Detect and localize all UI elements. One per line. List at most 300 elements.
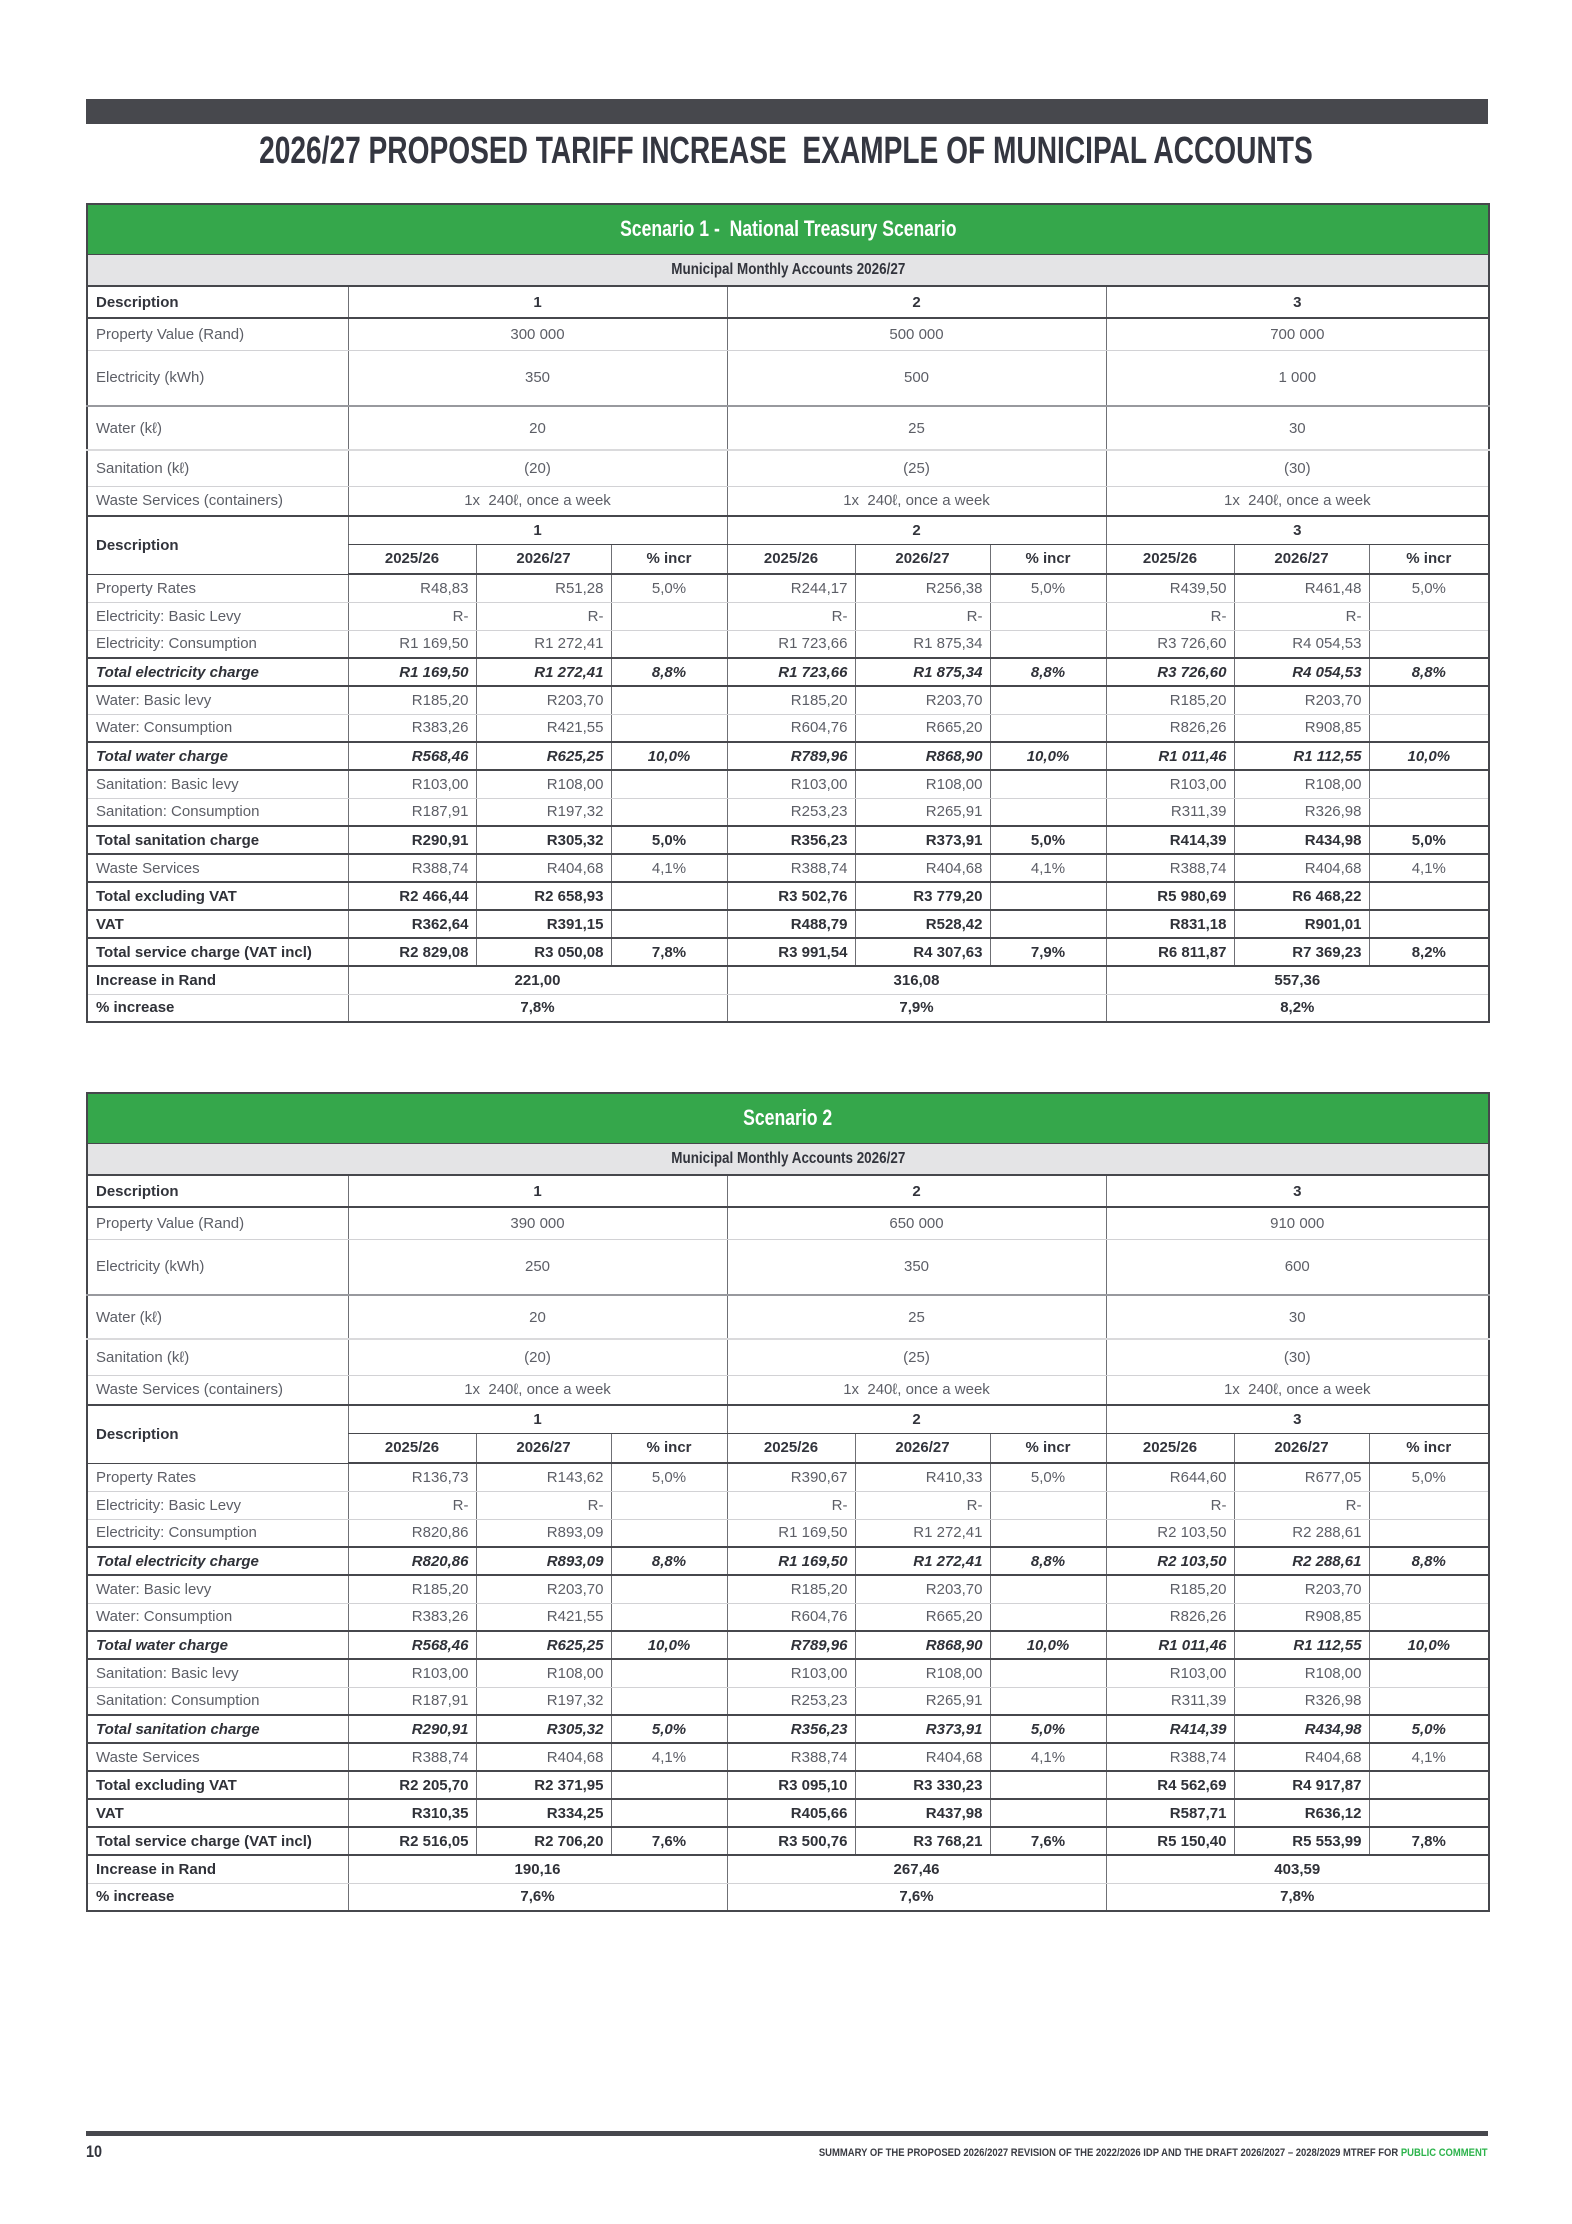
info-row-label: Waste Services (containers) xyxy=(87,1375,348,1405)
amount-cell: R2 371,95 xyxy=(476,1771,611,1799)
amount-cell: R1 723,66 xyxy=(727,630,855,658)
row-label: Total excluding VAT xyxy=(87,1771,348,1799)
amount-cell: R388,74 xyxy=(727,1743,855,1771)
info-header-col-1: 1 xyxy=(348,286,727,318)
row-label: Total sanitation charge xyxy=(87,1715,348,1743)
amount-cell: R421,55 xyxy=(476,714,611,742)
pct-incr-cell xyxy=(990,1603,1106,1631)
amount-cell: R391,15 xyxy=(476,910,611,938)
year-header-col: % incr xyxy=(611,1433,727,1463)
row-label: Water: Consumption xyxy=(87,714,348,742)
year-header-group-1: 1 xyxy=(348,516,727,544)
table-row xyxy=(87,938,1489,966)
pct-incr-cell: 5,0% xyxy=(1369,574,1489,602)
pct-incr-cell xyxy=(1369,882,1489,910)
pct-incr-cell xyxy=(1369,910,1489,938)
pct-incr-cell xyxy=(990,1491,1106,1519)
summary-value: 557,36 xyxy=(1106,966,1489,994)
top-divider-bar xyxy=(86,99,1488,124)
amount-cell: R2 205,70 xyxy=(348,1771,476,1799)
amount-cell: R2 288,61 xyxy=(1234,1547,1369,1575)
amount-cell: R- xyxy=(1106,602,1234,630)
footer xyxy=(288,2147,1488,2159)
summary-value: 7,8% xyxy=(1106,1883,1489,1911)
info-row-label: Sanitation (kℓ) xyxy=(87,450,348,486)
pct-incr-cell: 7,9% xyxy=(990,938,1106,966)
amount-cell: R604,76 xyxy=(727,1603,855,1631)
pct-incr-cell: 7,6% xyxy=(990,1827,1106,1855)
amount-cell: R4 054,53 xyxy=(1234,630,1369,658)
pct-incr-cell xyxy=(611,630,727,658)
table-row xyxy=(87,1575,1489,1603)
pct-incr-cell xyxy=(990,1575,1106,1603)
amount-cell: R326,98 xyxy=(1234,1687,1369,1715)
summary-value: 221,00 xyxy=(348,966,727,994)
table-row xyxy=(87,630,1489,658)
pct-incr-cell: 5,0% xyxy=(611,574,727,602)
year-header-col: % incr xyxy=(990,544,1106,574)
footer-summary-text: SUMMARY OF THE PROPOSED 2026/2027 REVISION OF THE 2022/2026 IDP AND THE DRAFT 2026/2027 – 2028/2029 MTREF FOR xyxy=(819,2147,1402,2159)
amount-cell: R305,32 xyxy=(476,1715,611,1743)
year-header-col: 2025/26 xyxy=(348,544,476,574)
amount-cell: R1 272,41 xyxy=(476,630,611,658)
pct-incr-cell: 10,0% xyxy=(990,1631,1106,1659)
year-header-label: Description xyxy=(87,516,348,574)
amount-cell: R3 726,60 xyxy=(1106,630,1234,658)
amount-cell: R383,26 xyxy=(348,714,476,742)
amount-cell: R461,48 xyxy=(1234,574,1369,602)
amount-cell: R2 658,93 xyxy=(476,882,611,910)
amount-cell: R373,91 xyxy=(855,1715,990,1743)
info-row-label: Electricity (kWh) xyxy=(87,1239,348,1295)
table-row xyxy=(87,1827,1489,1855)
pct-incr-cell: 10,0% xyxy=(1369,1631,1489,1659)
amount-cell: R893,09 xyxy=(476,1519,611,1547)
amount-cell: R831,18 xyxy=(1106,910,1234,938)
info-row-label: Property Value (Rand) xyxy=(87,1207,348,1239)
info-row-value: (20) xyxy=(348,1339,727,1375)
amount-cell: R2 516,05 xyxy=(348,1827,476,1855)
info-row-label: Water (kℓ) xyxy=(87,1295,348,1339)
amount-cell: R625,25 xyxy=(476,1631,611,1659)
info-row-value: (25) xyxy=(727,450,1106,486)
pct-incr-cell xyxy=(1369,714,1489,742)
amount-cell: R108,00 xyxy=(476,1659,611,1687)
amount-cell: R253,23 xyxy=(727,1687,855,1715)
year-header-col: 2025/26 xyxy=(1106,1433,1234,1463)
info-row-value: 1x 240ℓ, once a week xyxy=(1106,486,1489,516)
info-row-value: 650 000 xyxy=(727,1207,1106,1239)
info-header-col-1: 1 xyxy=(348,1175,727,1207)
info-row-value: 910 000 xyxy=(1106,1207,1489,1239)
info-row-value: 30 xyxy=(1106,406,1489,450)
amount-cell: R388,74 xyxy=(1106,854,1234,882)
amount-cell: R2 103,50 xyxy=(1106,1519,1234,1547)
pct-incr-cell xyxy=(990,714,1106,742)
info-row-value: 300 000 xyxy=(348,318,727,350)
amount-cell: R- xyxy=(1234,602,1369,630)
amount-cell: R- xyxy=(1234,1491,1369,1519)
pct-incr-cell: 8,8% xyxy=(990,1547,1106,1575)
info-row-value: (30) xyxy=(1106,450,1489,486)
amount-cell: R1 723,66 xyxy=(727,658,855,686)
amount-cell: R820,86 xyxy=(348,1519,476,1547)
table-row xyxy=(87,1491,1489,1519)
pct-incr-cell: 8,8% xyxy=(1369,658,1489,686)
amount-cell: R636,12 xyxy=(1234,1799,1369,1827)
table-row xyxy=(87,1799,1489,1827)
pct-incr-cell: 5,0% xyxy=(990,826,1106,854)
amount-cell: R108,00 xyxy=(476,770,611,798)
scenario-title-cell xyxy=(87,1093,1489,1143)
pct-incr-cell xyxy=(611,714,727,742)
row-label: Total service charge (VAT incl) xyxy=(87,938,348,966)
pct-incr-cell xyxy=(1369,1687,1489,1715)
pct-incr-cell: 10,0% xyxy=(1369,742,1489,770)
amount-cell: R568,46 xyxy=(348,1631,476,1659)
pct-incr-cell: 5,0% xyxy=(611,826,727,854)
amount-cell: R5 980,69 xyxy=(1106,882,1234,910)
pct-incr-cell xyxy=(611,882,727,910)
amount-cell: R414,39 xyxy=(1106,826,1234,854)
amount-cell: R1 272,41 xyxy=(855,1547,990,1575)
amount-cell: R108,00 xyxy=(855,770,990,798)
pct-incr-cell: 4,1% xyxy=(611,1743,727,1771)
scenario-title: Scenario 1 - National Treasury Scenario xyxy=(619,216,957,242)
scenario-subtitle-cell xyxy=(87,254,1489,286)
amount-cell: R103,00 xyxy=(1106,1659,1234,1687)
pct-incr-cell xyxy=(1369,1799,1489,1827)
amount-cell: R185,20 xyxy=(348,686,476,714)
info-row-label: Waste Services (containers) xyxy=(87,486,348,516)
table-row xyxy=(87,1659,1489,1687)
pct-incr-cell xyxy=(611,1771,727,1799)
pct-incr-cell xyxy=(611,686,727,714)
table-row xyxy=(87,1463,1489,1491)
info-row-value: 700 000 xyxy=(1106,318,1489,350)
amount-cell: R197,32 xyxy=(476,798,611,826)
scenario-1-table xyxy=(86,203,1488,1023)
amount-cell: R4 917,87 xyxy=(1234,1771,1369,1799)
amount-cell: R- xyxy=(1106,1491,1234,1519)
amount-cell: R644,60 xyxy=(1106,1463,1234,1491)
pct-incr-cell: 10,0% xyxy=(611,1631,727,1659)
amount-cell: R108,00 xyxy=(1234,1659,1369,1687)
amount-cell: R187,91 xyxy=(348,1687,476,1715)
pct-incr-cell xyxy=(990,1771,1106,1799)
amount-cell: R- xyxy=(727,1491,855,1519)
row-label: Electricity: Consumption xyxy=(87,630,348,658)
pct-incr-cell xyxy=(990,686,1106,714)
summary-label: Increase in Rand xyxy=(87,966,348,994)
year-header-col: 2026/27 xyxy=(476,544,611,574)
year-header-col: 2025/26 xyxy=(727,1433,855,1463)
table-row xyxy=(87,1715,1489,1743)
table-row xyxy=(87,770,1489,798)
amount-cell: R- xyxy=(476,1491,611,1519)
year-header-col: 2025/26 xyxy=(727,544,855,574)
amount-cell: R334,25 xyxy=(476,1799,611,1827)
amount-cell: R305,32 xyxy=(476,826,611,854)
pct-incr-cell: 8,8% xyxy=(1369,1547,1489,1575)
pct-incr-cell: 4,1% xyxy=(1369,1743,1489,1771)
info-row-label: Water (kℓ) xyxy=(87,406,348,450)
pct-incr-cell: 4,1% xyxy=(990,1743,1106,1771)
amount-cell: R185,20 xyxy=(348,1575,476,1603)
summary-value: 7,6% xyxy=(348,1883,727,1911)
page-title xyxy=(0,130,1572,173)
pct-incr-cell xyxy=(1369,1575,1489,1603)
amount-cell: R789,96 xyxy=(727,1631,855,1659)
row-label: Total electricity charge xyxy=(87,1547,348,1575)
amount-cell: R203,70 xyxy=(476,686,611,714)
amount-cell: R826,26 xyxy=(1106,1603,1234,1631)
amount-cell: R3 095,10 xyxy=(727,1771,855,1799)
pct-incr-cell: 8,8% xyxy=(990,658,1106,686)
pct-incr-cell: 5,0% xyxy=(1369,1715,1489,1743)
pct-incr-cell: 5,0% xyxy=(1369,1463,1489,1491)
amount-cell: R893,09 xyxy=(476,1547,611,1575)
amount-cell: R136,73 xyxy=(348,1463,476,1491)
amount-cell: R390,67 xyxy=(727,1463,855,1491)
table-row xyxy=(87,1743,1489,1771)
amount-cell: R203,70 xyxy=(476,1575,611,1603)
pct-incr-cell xyxy=(990,882,1106,910)
amount-cell: R185,20 xyxy=(727,1575,855,1603)
row-label: Property Rates xyxy=(87,1463,348,1491)
amount-cell: R265,91 xyxy=(855,1687,990,1715)
info-row-value: 600 xyxy=(1106,1239,1489,1295)
table-row xyxy=(87,910,1489,938)
amount-cell: R604,76 xyxy=(727,714,855,742)
row-label: Electricity: Basic Levy xyxy=(87,602,348,630)
year-header-col: 2026/27 xyxy=(476,1433,611,1463)
amount-cell: R103,00 xyxy=(727,1659,855,1687)
year-header-group-1: 1 xyxy=(348,1405,727,1433)
pct-incr-cell: 7,8% xyxy=(1369,1827,1489,1855)
pct-incr-cell xyxy=(611,798,727,826)
info-header-col-2: 2 xyxy=(727,1175,1106,1207)
amount-cell: R- xyxy=(348,1491,476,1519)
amount-cell: R311,39 xyxy=(1106,1687,1234,1715)
pct-incr-cell: 8,8% xyxy=(611,1547,727,1575)
amount-cell: R421,55 xyxy=(476,1603,611,1631)
pct-incr-cell xyxy=(611,1575,727,1603)
info-header-col-3: 3 xyxy=(1106,1175,1489,1207)
amount-cell: R405,66 xyxy=(727,1799,855,1827)
year-header-col: 2025/26 xyxy=(1106,544,1234,574)
amount-cell: R868,90 xyxy=(855,1631,990,1659)
amount-cell: R1 169,50 xyxy=(727,1519,855,1547)
summary-value: 267,46 xyxy=(727,1855,1106,1883)
table-row xyxy=(87,686,1489,714)
amount-cell: R1 112,55 xyxy=(1234,742,1369,770)
amount-cell: R185,20 xyxy=(727,686,855,714)
amount-cell: R404,68 xyxy=(1234,854,1369,882)
year-header-col: 2026/27 xyxy=(855,1433,990,1463)
summary-label: % increase xyxy=(87,1883,348,1911)
footer-divider-bar xyxy=(86,2131,1488,2136)
page-number: 10 xyxy=(86,2142,103,2161)
pct-incr-cell: 4,1% xyxy=(1369,854,1489,882)
amount-cell: R2 288,61 xyxy=(1234,1519,1369,1547)
row-label: Total sanitation charge xyxy=(87,826,348,854)
pct-incr-cell xyxy=(990,798,1106,826)
pct-incr-cell xyxy=(611,770,727,798)
amount-cell: R203,70 xyxy=(855,686,990,714)
amount-cell: R373,91 xyxy=(855,826,990,854)
pct-incr-cell: 10,0% xyxy=(990,742,1106,770)
amount-cell: R3 726,60 xyxy=(1106,658,1234,686)
pct-incr-cell xyxy=(611,1491,727,1519)
amount-cell: R1 112,55 xyxy=(1234,1631,1369,1659)
pct-incr-cell xyxy=(1369,1771,1489,1799)
pct-incr-cell xyxy=(990,630,1106,658)
amount-cell: R290,91 xyxy=(348,826,476,854)
pct-incr-cell xyxy=(990,1519,1106,1547)
amount-cell: R203,70 xyxy=(1234,1575,1369,1603)
year-header-col: % incr xyxy=(1369,544,1489,574)
amount-cell: R48,83 xyxy=(348,574,476,602)
amount-cell: R388,74 xyxy=(727,854,855,882)
amount-cell: R103,00 xyxy=(727,770,855,798)
year-header-col: % incr xyxy=(1369,1433,1489,1463)
amount-cell: R187,91 xyxy=(348,798,476,826)
table-row xyxy=(87,826,1489,854)
amount-cell: R665,20 xyxy=(855,1603,990,1631)
year-header-col: % incr xyxy=(990,1433,1106,1463)
amount-cell: R4 562,69 xyxy=(1106,1771,1234,1799)
summary-value: 7,9% xyxy=(727,994,1106,1022)
info-row-value: (30) xyxy=(1106,1339,1489,1375)
amount-cell: R290,91 xyxy=(348,1715,476,1743)
info-row-value: 20 xyxy=(348,1295,727,1339)
page-title-text: 2026/27 PROPOSED TARIFF INCREASE EXAMPLE OF MUNICIPAL ACCOUNTS xyxy=(259,130,1313,172)
row-label: Water: Basic levy xyxy=(87,1575,348,1603)
amount-cell: R2 829,08 xyxy=(348,938,476,966)
pct-incr-cell xyxy=(611,1687,727,1715)
pct-incr-cell: 5,0% xyxy=(611,1715,727,1743)
amount-cell: R414,39 xyxy=(1106,1715,1234,1743)
summary-value: 8,2% xyxy=(1106,994,1489,1022)
pct-incr-cell xyxy=(611,910,727,938)
amount-cell: R256,38 xyxy=(855,574,990,602)
table-row xyxy=(87,1631,1489,1659)
amount-cell: R868,90 xyxy=(855,742,990,770)
info-row-value: 25 xyxy=(727,406,1106,450)
amount-cell: R3 330,23 xyxy=(855,1771,990,1799)
amount-cell: R4 307,63 xyxy=(855,938,990,966)
row-label: Water: Consumption xyxy=(87,1603,348,1631)
amount-cell: R253,23 xyxy=(727,798,855,826)
table-row xyxy=(87,658,1489,686)
year-header-group-2: 2 xyxy=(727,1405,1106,1433)
row-label: Sanitation: Consumption xyxy=(87,1687,348,1715)
row-label: Total service charge (VAT incl) xyxy=(87,1827,348,1855)
table-row xyxy=(87,1603,1489,1631)
amount-cell: R908,85 xyxy=(1234,714,1369,742)
amount-cell: R1 169,50 xyxy=(348,658,476,686)
year-header-col: 2026/27 xyxy=(1234,1433,1369,1463)
info-header-col-2: 2 xyxy=(727,286,1106,318)
amount-cell: R587,71 xyxy=(1106,1799,1234,1827)
amount-cell: R185,20 xyxy=(1106,1575,1234,1603)
amount-cell: R1 169,50 xyxy=(348,630,476,658)
amount-cell: R404,68 xyxy=(855,854,990,882)
table-row xyxy=(87,742,1489,770)
info-header-label: Description xyxy=(87,1175,348,1207)
amount-cell: R488,79 xyxy=(727,910,855,938)
pct-incr-cell xyxy=(611,1799,727,1827)
year-header-label: Description xyxy=(87,1405,348,1463)
amount-cell: R310,35 xyxy=(348,1799,476,1827)
amount-cell: R203,70 xyxy=(855,1575,990,1603)
amount-cell: R197,32 xyxy=(476,1687,611,1715)
table-row xyxy=(87,854,1489,882)
pct-incr-cell: 5,0% xyxy=(990,1463,1106,1491)
pct-incr-cell xyxy=(1369,1491,1489,1519)
amount-cell: R103,00 xyxy=(1106,770,1234,798)
info-row-value: 25 xyxy=(727,1295,1106,1339)
info-row-value: 250 xyxy=(348,1239,727,1295)
amount-cell: R908,85 xyxy=(1234,1603,1369,1631)
amount-cell: R404,68 xyxy=(476,1743,611,1771)
info-row-value: 350 xyxy=(727,1239,1106,1295)
amount-cell: R1 011,46 xyxy=(1106,742,1234,770)
pct-incr-cell: 7,6% xyxy=(611,1827,727,1855)
amount-cell: R7 369,23 xyxy=(1234,938,1369,966)
amount-cell: R103,00 xyxy=(348,770,476,798)
info-row-label: Electricity (kWh) xyxy=(87,350,348,406)
amount-cell: R677,05 xyxy=(1234,1463,1369,1491)
amount-cell: R404,68 xyxy=(1234,1743,1369,1771)
amount-cell: R2 706,20 xyxy=(476,1827,611,1855)
pct-incr-cell xyxy=(990,770,1106,798)
amount-cell: R143,62 xyxy=(476,1463,611,1491)
amount-cell: R3 050,08 xyxy=(476,938,611,966)
summary-row xyxy=(87,1855,1489,1883)
row-label: Total excluding VAT xyxy=(87,882,348,910)
table-row xyxy=(87,1687,1489,1715)
amount-cell: R1 272,41 xyxy=(855,1519,990,1547)
table-row xyxy=(87,602,1489,630)
amount-cell: R4 054,53 xyxy=(1234,658,1369,686)
amount-cell: R356,23 xyxy=(727,826,855,854)
amount-cell: R1 272,41 xyxy=(476,658,611,686)
info-row-value: 500 xyxy=(727,350,1106,406)
info-row-value: 20 xyxy=(348,406,727,450)
summary-value: 403,59 xyxy=(1106,1855,1489,1883)
pct-incr-cell xyxy=(1369,1519,1489,1547)
row-label: Total water charge xyxy=(87,1631,348,1659)
pct-incr-cell: 5,0% xyxy=(1369,826,1489,854)
row-label: Property Rates xyxy=(87,574,348,602)
pct-incr-cell xyxy=(1369,686,1489,714)
row-label: Water: Basic levy xyxy=(87,686,348,714)
amount-cell: R3 768,21 xyxy=(855,1827,990,1855)
amount-cell: R3 779,20 xyxy=(855,882,990,910)
amount-cell: R789,96 xyxy=(727,742,855,770)
amount-cell: R- xyxy=(855,1491,990,1519)
pct-incr-cell xyxy=(1369,630,1489,658)
amount-cell: R356,23 xyxy=(727,1715,855,1743)
summary-value: 7,6% xyxy=(727,1883,1106,1911)
amount-cell: R185,20 xyxy=(1106,686,1234,714)
row-label: Sanitation: Basic levy xyxy=(87,1659,348,1687)
amount-cell: R439,50 xyxy=(1106,574,1234,602)
amount-cell: R383,26 xyxy=(348,1603,476,1631)
amount-cell: R5 150,40 xyxy=(1106,1827,1234,1855)
